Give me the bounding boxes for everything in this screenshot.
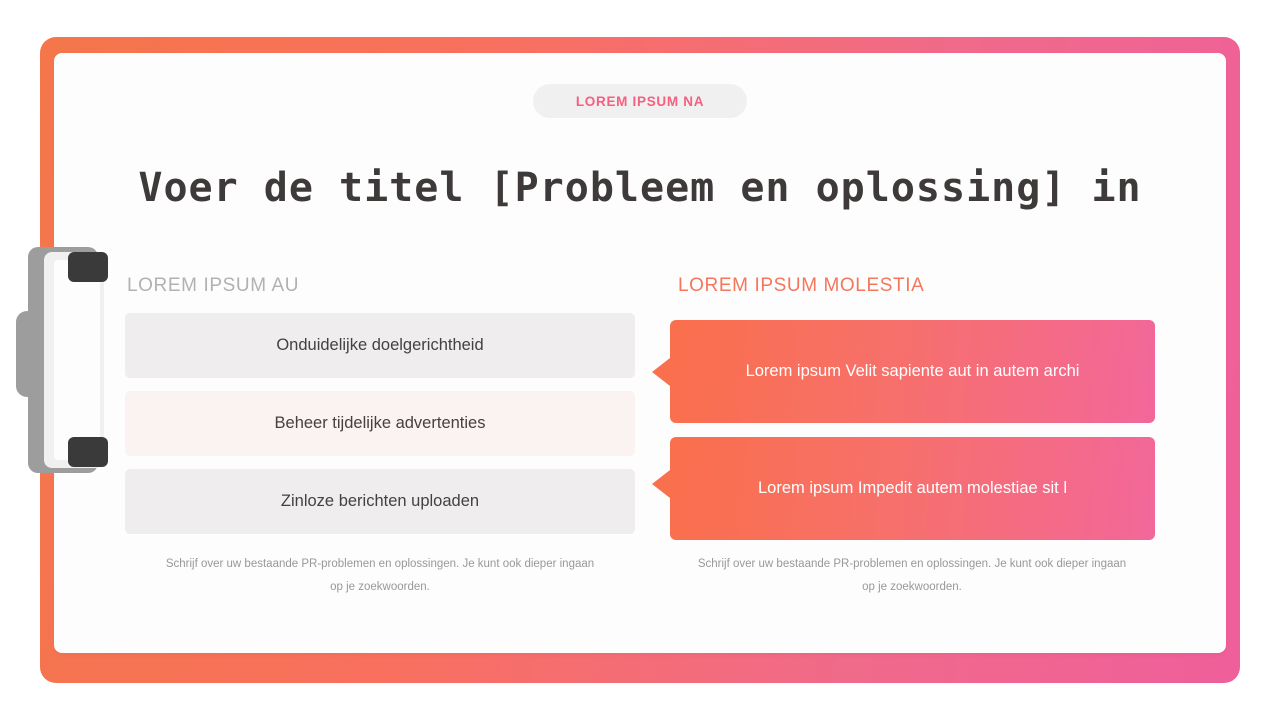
- list-item[interactable]: [670, 320, 1155, 423]
- arrow-left-icon: [652, 358, 670, 386]
- right-column-caption: Schrijf over uw bestaande PR-problemen en oplossingen. Je kunt ook dieper ingaan op je zoekwoorden.: [697, 558, 1127, 593]
- solution-list: [670, 320, 1155, 554]
- section-badge-label: LOREM IPSUM NA: [575, 93, 705, 109]
- list-item-label: Zinloze berichten uploaden: [280, 492, 480, 510]
- page-title: Voer de titel [Probleem en oplossing] in: [138, 165, 1142, 211]
- clipboard-clamp-bottom-icon: [68, 437, 108, 467]
- clipboard-handle-icon: [16, 311, 38, 397]
- list-item-label: Lorem ipsum Impedit autem molestiae sit l: [757, 479, 1068, 497]
- list-item-label: Lorem ipsum Velit sapiente aut in autem archi: [745, 362, 1080, 380]
- right-column-header: LOREM IPSUM MOLESTIA: [678, 275, 925, 296]
- list-item[interactable]: [125, 391, 635, 456]
- list-item[interactable]: [125, 313, 635, 378]
- arrow-left-icon: [652, 470, 670, 498]
- problem-list: [125, 313, 635, 547]
- list-item[interactable]: [125, 469, 635, 534]
- list-item-label: Beheer tijdelijke advertenties: [274, 414, 486, 432]
- list-item[interactable]: [670, 437, 1155, 540]
- clipboard-sheet-highlight-icon: [54, 260, 100, 460]
- section-badge: [533, 84, 747, 118]
- list-item-label: Onduidelijke doelgerichtheid: [276, 336, 484, 354]
- clipboard-clamp-top-icon: [68, 252, 108, 282]
- left-column-header: LOREM IPSUM AU: [127, 275, 300, 296]
- left-column-caption: Schrijf over uw bestaande PR-problemen en oplossingen. Je kunt ook dieper ingaan op je zoekwoorden.: [165, 558, 595, 593]
